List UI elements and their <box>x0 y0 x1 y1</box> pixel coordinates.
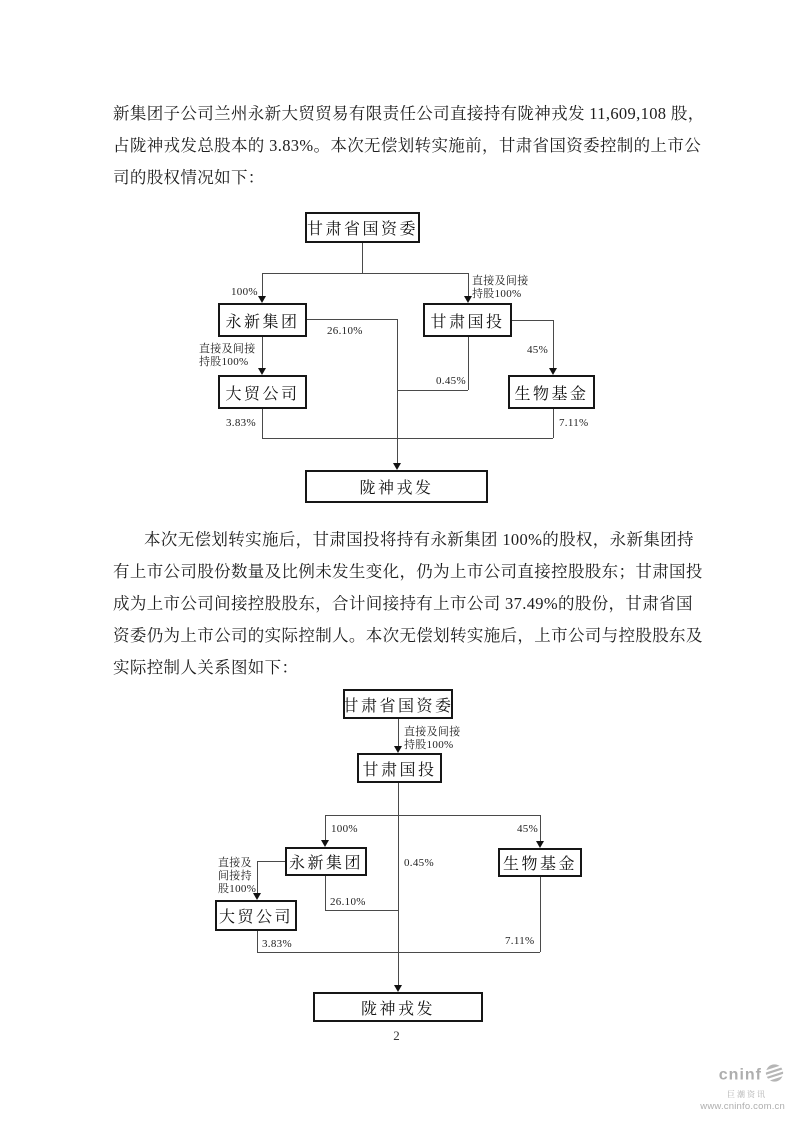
relation-label-line: 直接及 <box>218 857 252 869</box>
connector-line <box>398 719 399 748</box>
pct-label-45: 45% <box>527 344 549 356</box>
arrow-down-icon <box>258 368 266 375</box>
pct-label-26-10: 26.10% <box>327 325 363 337</box>
org-box-damao-company: 大贸公司 <box>215 900 297 931</box>
connector-line <box>257 931 258 952</box>
connector-line <box>553 320 554 370</box>
arrow-down-icon <box>393 463 401 470</box>
relation-label-line: 持股100% <box>472 288 522 300</box>
connector-line <box>512 320 553 321</box>
cninfo-brand-text: cninf <box>718 1066 762 1084</box>
org-box-yongxin-group: 永新集团 <box>285 847 367 876</box>
middle-paragraph-line: 成为上市公司间接控股股东，合计间接持有上市公司 37.49%的股份，甘肃省国 <box>113 594 693 613</box>
pct-label-3-83: 3.83% <box>262 938 292 950</box>
connector-line <box>362 243 363 273</box>
page-number: 2 <box>393 1028 400 1043</box>
connector-line <box>540 815 541 843</box>
relation-label-line: 股100% <box>218 883 257 895</box>
arrow-down-icon <box>258 296 266 303</box>
intro-paragraph-line: 司的股权情况如下： <box>113 168 265 187</box>
relation-label-direct-indirect <box>199 343 256 369</box>
relation-label-direct-indirect <box>404 726 461 752</box>
org-box-gansu-guotou: 甘肃国投 <box>423 303 512 337</box>
pct-label-7-11: 7.11% <box>559 417 589 429</box>
cninfo-url: www.cninfo.com.cn <box>700 1101 785 1112</box>
pct-label-45: 45% <box>517 823 539 835</box>
connector-line <box>262 273 263 298</box>
relation-label-line: 间接持 <box>218 870 252 882</box>
org-box-gansu-guotou: 甘肃国投 <box>357 753 442 783</box>
connector-line <box>398 783 399 986</box>
relation-label-line: 直接及间接 <box>199 343 256 355</box>
org-box-yongxin-group: 永新集团 <box>218 303 307 337</box>
arrow-down-icon <box>394 985 402 992</box>
connector-line <box>397 319 398 464</box>
arrow-down-icon <box>549 368 557 375</box>
connector-line <box>325 876 326 910</box>
connector-line <box>325 910 398 911</box>
pct-label-0-45: 0.45% <box>436 375 466 387</box>
connector-line <box>257 861 285 862</box>
org-box-longshen-rongfa: 陇神戎发 <box>305 470 488 503</box>
connector-line <box>325 815 326 842</box>
arrow-down-icon <box>536 841 544 848</box>
connector-line <box>553 409 554 438</box>
connector-line <box>262 438 553 439</box>
org-box-bio-fund: 生物基金 <box>508 375 595 409</box>
org-box-bio-fund: 生物基金 <box>498 848 582 877</box>
middle-paragraph-line: 有上市公司股份数量及比例未发生变化，仍为上市公司直接控股股东；甘肃国投 <box>113 562 703 581</box>
connector-line <box>257 861 258 895</box>
connector-line <box>262 273 468 274</box>
connector-line <box>468 337 469 390</box>
pct-label-3-83: 3.83% <box>226 417 256 429</box>
pct-label-0-45: 0.45% <box>404 857 434 869</box>
relation-label-direct-indirect <box>218 857 256 896</box>
connector-line <box>397 390 468 391</box>
arrow-down-icon <box>464 296 472 303</box>
org-box-longshen-rongfa: 陇神戎发 <box>313 992 483 1022</box>
cninfo-logo-icon <box>764 1063 785 1088</box>
connector-line <box>307 319 397 320</box>
org-box-damao-company: 大贸公司 <box>218 375 307 409</box>
connector-line <box>262 337 263 370</box>
relation-label-line: 持股100% <box>404 739 454 751</box>
relation-label-direct-indirect <box>472 275 529 301</box>
connector-line <box>468 273 469 298</box>
pct-label-26-10: 26.10% <box>330 896 366 908</box>
arrow-down-icon <box>394 746 402 753</box>
middle-paragraph-line: 资委仍为上市公司的实际控制人。本次无偿划转实施后，上市公司与控股股东及 <box>113 626 703 645</box>
pct-label-100: 100% <box>331 823 358 835</box>
pct-label-100: 100% <box>231 286 258 298</box>
org-box-provincial-sasac: 甘肃省国资委 <box>305 212 420 243</box>
connector-line <box>325 815 540 816</box>
connector-line <box>257 952 540 953</box>
middle-paragraph-line: 实际控制人关系图如下： <box>113 658 299 677</box>
intro-paragraph-line: 占陇神戎发总股本的 3.83%。本次无偿划转实施前，甘肃省国资委控制的上市公 <box>113 136 702 155</box>
connector-line <box>262 409 263 438</box>
arrow-down-icon <box>321 840 329 847</box>
org-box-provincial-sasac: 甘肃省国资委 <box>343 689 453 719</box>
intro-paragraph-line: 新集团子公司兰州永新大贸贸易有限责任公司直接持有陇神戎发 11,609,108 股， <box>113 104 705 123</box>
cninfo-watermark <box>675 1063 785 1112</box>
relation-label-line: 直接及间接 <box>404 726 461 738</box>
relation-label-line: 直接及间接 <box>472 275 529 287</box>
relation-label-line: 持股100% <box>199 356 249 368</box>
middle-paragraph-line: 本次无偿划转实施后，甘肃国投将持有永新集团 100%的股权，永新集团持 <box>144 530 694 549</box>
cninfo-chinese-name: 巨潮资讯 <box>727 1090 767 1099</box>
connector-line <box>540 877 541 952</box>
pct-label-7-11: 7.11% <box>505 935 535 947</box>
